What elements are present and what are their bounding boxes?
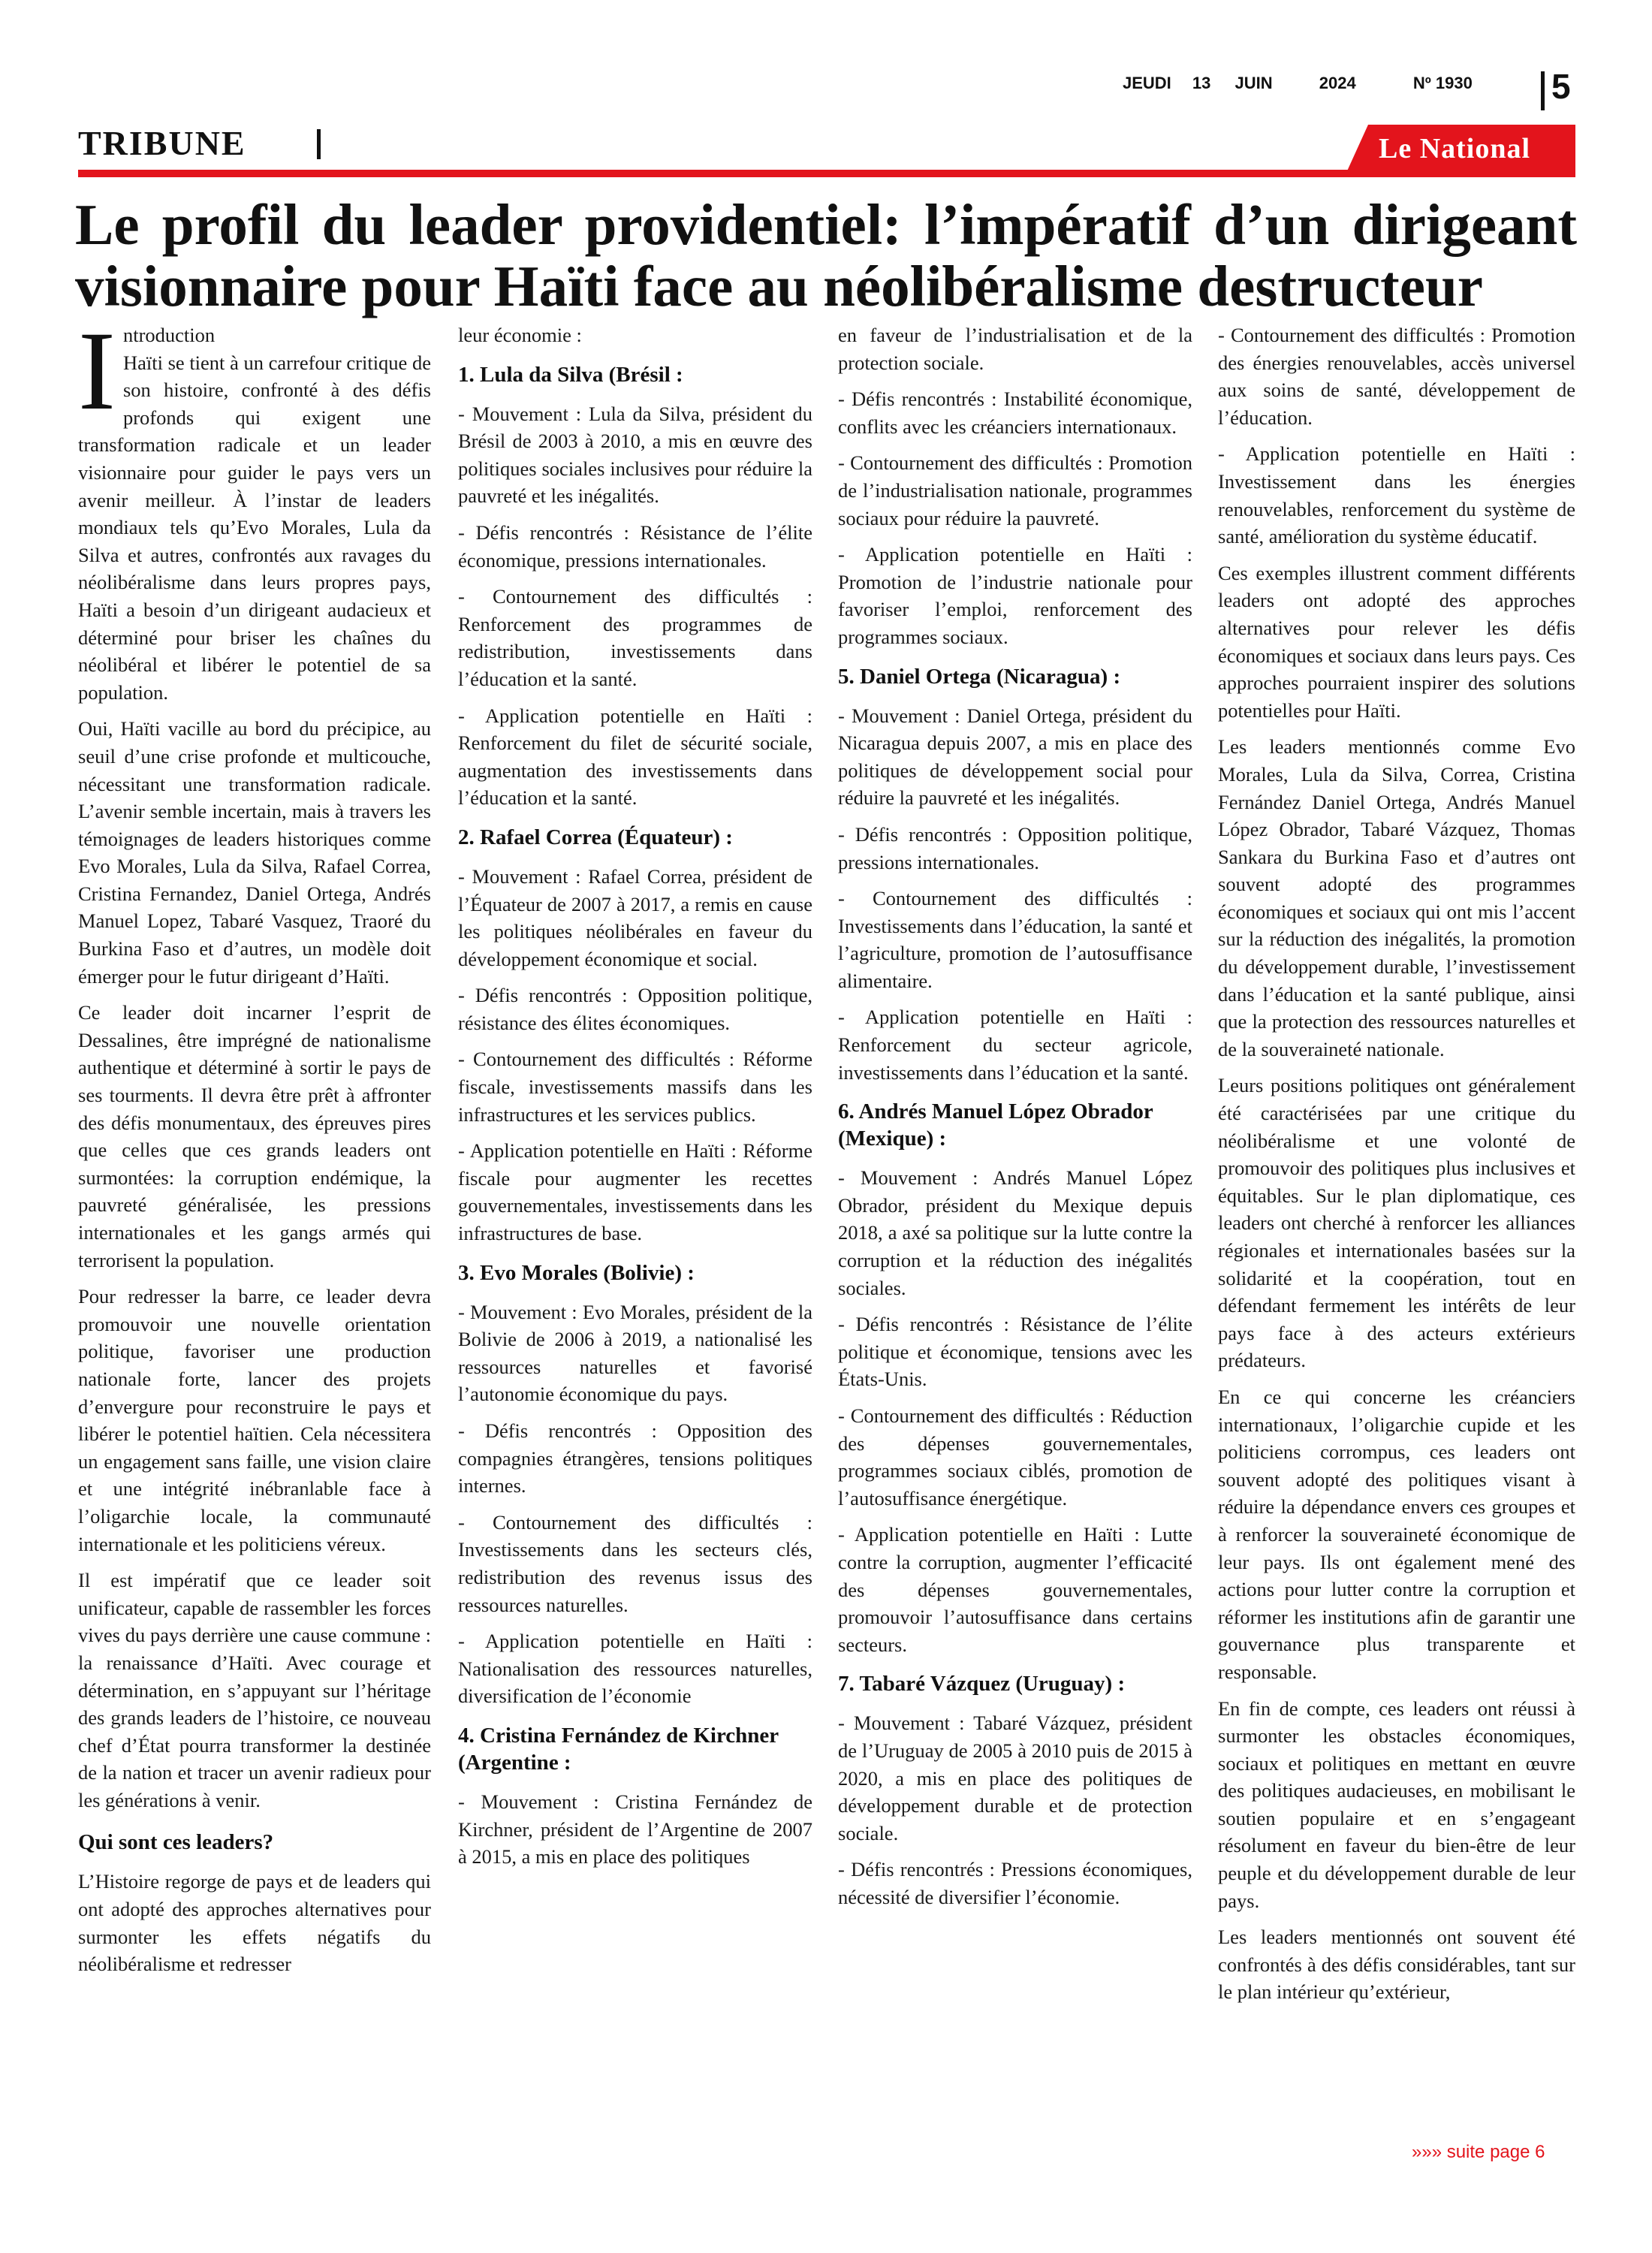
leader-heading-vazquez: 7. Tabaré Vázquez (Uruguay) :: [838, 1672, 1126, 1697]
body-paragraph: - Contournement des difficultés : Promotion de l’industrialisation nationale, programmes sociaux pour réduire la pauvreté.: [838, 451, 1192, 529]
body-paragraph: - Application potentielle en Haïti : Investissement dans les énergies renouvelables, renforcement du système de santé, amélioration du système éducatif.: [1218, 442, 1575, 548]
body-paragraph: Ce leader doit incarner l’esprit de Dessalines, être imprégné de nationalisme authentique et déterminé à sortir le pays de ses tourments. Il devra être prêt à affronter des défis monumentaux, des épreuves pires que celles que ces grands leaders ont surmontées: la corruption endémique, la pauvreté généralisée, les pressions internationales et les gangs armés qui terrorisent la population.: [78, 1001, 431, 1271]
body-paragraph: - Mouvement : Rafael Correa, président de l’Équateur de 2007 à 2017, a remis en cause les politiques néolibérales en faveur du développement économique et social.: [458, 864, 812, 970]
section-label: TRIBUNE: [78, 124, 246, 162]
page-number-divider: [1541, 71, 1545, 110]
body-paragraph: En fin de compte, ces leaders ont réussi à surmonter les obstacles économiques, sociaux et politiques en mettant en œuvre des politiques audacieuses, en mobilisant le soutien populaire et en s’engageant résolument en faveur du bien-être de leur peuple et du développement durable de leur pays.: [1218, 1697, 1575, 1912]
body-paragraph: - Contournement des difficultés : Promotion des énergies renouvelables, accès universel aux soins de santé, développement de l’éducation.: [1218, 324, 1575, 429]
article-headline: Le profil du leader providentiel: l’impératif d’un dirigeant visionnaire pour Haïti face au néolibéralisme destructeur: [75, 192, 1577, 318]
body-paragraph: - Défis rencontrés : Résistance de l’élite économique, pressions internationales.: [458, 520, 812, 572]
issue-number: Nº 1930: [1412, 74, 1473, 92]
body-paragraph: Les leaders mentionnés comme Evo Morales, Lula da Silva, Correa, Cristina Fernández Daniel Ortega, Andrés Manuel López Obrador, Tabaré Vázquez, Thomas Sankara du Burkina Faso et d’autres ont souvent adopté des programmes économiques et sociaux qui ont mis l’accent sur la réduction des inégalités, la promotion du développement durable, l’investissement dans l’éducation et la santé publique, ainsi que la protection des ressources naturelles et de la souveraineté nationale.: [1218, 735, 1575, 1060]
body-paragraph: - Mouvement : Daniel Ortega, président du Nicaragua depuis 2007, a mis en place des politiques de développement social pour réduire la pauvreté et les inégalités.: [838, 704, 1192, 810]
issue-month: JUIN: [1234, 74, 1273, 92]
intro-heading: ntroduction: [122, 324, 216, 346]
issue-date: 13: [1192, 74, 1211, 92]
body-paragraph: - Contournement des difficultés : Investissements dans les secteurs clés, redistribution des revenus issus des ressources naturelles.: [458, 1510, 812, 1616]
article-column-3: [838, 321, 1192, 2154]
body-paragraph: - Défis rencontrés : Instabilité économique, conflits avec les créanciers internationaux.: [838, 388, 1192, 438]
body-paragraph: - Mouvement : Lula da Silva, président du Brésil de 2003 à 2010, a mis en œuvre des politiques sociales inclusives pour réduire la pauvreté et les inégalités.: [458, 402, 812, 508]
issue-day: JEUDI: [1123, 74, 1171, 92]
leader-heading-fernandez: 4. Cristina Fernández de Kirchner (Argentine :: [458, 1723, 779, 1775]
body-paragraph: - Mouvement : Evo Morales, président de la Bolivie de 2006 à 2019, a nationalisé les ressources naturelles et favorisé l’autonomie économique du pays.: [458, 1300, 812, 1406]
leader-heading-lopez-obrador: 6. Andrés Manuel López Obrador (Mexique) :: [838, 1099, 1153, 1151]
body-paragraph: - Défis rencontrés : Opposition des compagnies étrangères, tensions politiques internes.: [458, 1419, 812, 1497]
drop-cap: I: [78, 321, 116, 433]
header-rule: [78, 170, 1575, 177]
leader-heading-morales: 3. Evo Morales (Bolivie) :: [458, 1260, 695, 1285]
subheading: Qui sont ces leaders?: [78, 1830, 274, 1855]
body-paragraph: - Défis rencontrés : Résistance de l’élite politique et économique, tensions avec les États-Unis.: [838, 1313, 1192, 1391]
section-divider: [317, 129, 321, 159]
body-paragraph: Les leaders mentionnés ont souvent été confrontés à des défis considérables, tant sur le plan intérieur qu’extérieur,: [1218, 1926, 1575, 2004]
issue-year: 2024: [1319, 74, 1356, 92]
body-paragraph: leur économie :: [458, 324, 582, 346]
issue-meta: [1123, 74, 1473, 93]
body-paragraph: en faveur de l’industrialisation et de la protection sociale.: [838, 324, 1192, 374]
body-paragraph: - Contournement des difficultés : Investissements dans l’éducation, la santé et l’agriculture, promotion de l’autosuffisance alimentaire.: [838, 887, 1192, 992]
body-paragraph: - Application potentielle en Haïti : Réforme fiscale pour augmenter les recettes gouvernementales, investissements dans les infrastructures de base.: [458, 1139, 812, 1245]
body-text: Haïti se tient à un carrefour critique de son histoire, confronté à des défis profonds qui exigent une transformation radicale et un leader visionnaire pour guider le pays vers un avenir meilleur. À l’instar de leaders mondiaux tels qu’Evo Morales, Lula da Silva et autres, confrontés aux ravages du néolibéralisme dans leurs propres pays, Haïti a besoin d’un dirigeant audacieux et déterminé pour briser les chaînes du néolibéral et libérer le potentiel de sa population.: [78, 351, 431, 704]
leader-heading-ortega: 5. Daniel Ortega (Nicaragua) :: [838, 664, 1121, 689]
leader-heading-correa: 2. Rafael Correa (Équateur) :: [458, 825, 733, 849]
page-number: 5: [1551, 67, 1571, 106]
body-paragraph: - Application potentielle en Haïti : Promotion de l’industrie nationale pour favoriser l’emploi, renforcement des programmes sociaux.: [838, 543, 1192, 648]
body-paragraph: Pour redresser la barre, ce leader devra promouvoir une nouvelle orientation politique, favoriser une production nationale forte, lancer des projets d’envergure pour reconstruire le pays et libérer le potentiel haïtien. Cela nécessitera un engagement sans faille, une vision claire et une intégrité inébranlable face à l’oligarchie locale, la communauté internationale et les politiciens véreux.: [78, 1285, 431, 1555]
body-paragraph: - Contournement des difficultés : Réforme fiscale, investissements massifs dans les infrastructures et les services publics.: [458, 1048, 812, 1126]
body-paragraph: En ce qui concerne les créanciers internationaux, l’oligarchie cupide et les politiciens corrompus, ces leaders ont souvent adopté des politiques visant à réduire la dépendance envers ces groupes et à renforcer la souveraineté économique de leur pays. Ils ont également mené des actions pour lutter contre la corruption et réformer les institutions afin de garantir une gouvernance plus transparente et responsable.: [1218, 1385, 1575, 1683]
body-paragraph: Leurs positions politiques ont généralement été caractérisées par une critique du néolibéralisme et une volonté de promouvoir des politiques plus inclusives et équitables. Sur le plan diplomatique, ces leaders ont cherché à renforcer les alliances régionales et internationales basées sur la solidarité et la coopération, tout en défendant fermement les intérêts de leur pays face à des acteurs extérieurs prédateurs.: [1218, 1074, 1575, 1372]
article-column-2: [458, 321, 812, 2154]
continued-link[interactable]: »»» suite page 6: [1412, 2142, 1545, 2162]
leader-heading-lula: 1. Lula da Silva (Brésil :: [458, 362, 683, 387]
body-paragraph: - Mouvement : Cristina Fernández de Kirchner, président de l’Argentine de 2007 à 2015, a mis en place des politiques: [458, 1790, 812, 1868]
body-paragraph: Ces exemples illustrent comment différents leaders ont adopté des approches alternatives pour relever les défis économiques et sociaux dans leurs pays. Ces approches pourraient inspirer des solutions potentielles pour Haïti.: [1218, 561, 1575, 722]
body-paragraph: - Contournement des difficultés : Réduction des dépenses gouvernementales, programmes sociaux ciblés, promotion de l’autosuffisance énergétique.: [838, 1404, 1192, 1510]
publication-name: Le National: [1379, 133, 1531, 164]
body-paragraph: Il est impératif que ce leader soit unificateur, capable de rassembler les forces vives du pays derrière une cause commune : la renaissance d’Haïti. Avec courage et détermination, en s’appuyant sur l’héritage des grands leaders de l’histoire, ce nouveau chef d’État pourra transformer la destinée de la nation et tracer un avenir radieux pour les générations à venir.: [78, 1569, 431, 1811]
body-paragraph: - Application potentielle en Haïti : Renforcement du filet de sécurité sociale, augmentation des investissements dans l’éducation et la santé.: [458, 704, 812, 810]
body-paragraph: L’Histoire regorge de pays et de leaders qui ont adopté des approches alternatives pour surmonter les effets négatifs du néolibéralisme et redresser: [78, 1870, 431, 1976]
intro-paragraph: [78, 321, 431, 706]
article-column-1: [78, 321, 431, 2154]
article-column-4: [1218, 321, 1575, 2154]
body-paragraph: - Défis rencontrés : Opposition politique, pressions internationales.: [838, 822, 1192, 873]
body-paragraph: - Application potentielle en Haïti : Renforcement du secteur agricole, investissements dans l’éducation et la santé.: [838, 1006, 1192, 1084]
body-paragraph: - Application potentielle en Haïti : Lutte contre la corruption, augmenter l’efficacité des dépenses gouvernementales, promouvoir l’autosuffisance dans certains secteurs.: [838, 1523, 1192, 1656]
body-paragraph: Oui, Haïti vacille au bord du précipice, au seuil d’une crise profonde et multicouche, nécessitant une transformation radicale. L’avenir semble incertain, mais à travers les témoignages de leaders historiques comme Evo Morales, Lula da Silva, Rafael Correa, Cristina Fernandez, Daniel Ortega, Andrés Manuel Lopez, Tabaré Vasquez, Traoré du Burkina Faso et d’autres, un modèle doit émerger pour le futur dirigeant d’Haïti.: [78, 717, 431, 988]
body-paragraph: - Défis rencontrés : Opposition politique, résistance des élites économiques.: [458, 984, 812, 1034]
body-paragraph: - Application potentielle en Haïti : Nationalisation des ressources naturelles, diversification de l’économie: [458, 1630, 812, 1708]
body-paragraph: - Contournement des difficultés : Renforcement des programmes de redistribution, investissements dans l’éducation et la santé.: [458, 585, 812, 690]
body-paragraph: - Mouvement : Tabaré Vázquez, président de l’Uruguay de 2005 à 2010 puis de 2015 à 2020, a mis en place des politiques de développement durable et de protection sociale.: [838, 1712, 1192, 1844]
body-paragraph: - Défis rencontrés : Pressions économiques, nécessité de diversifier l’économie.: [838, 1858, 1192, 1908]
body-paragraph: - Mouvement : Andrés Manuel López Obrador, président du Mexique depuis 2018, a axé sa politique sur la lutte contre la corruption et la réduction des inégalités sociales.: [838, 1166, 1192, 1299]
